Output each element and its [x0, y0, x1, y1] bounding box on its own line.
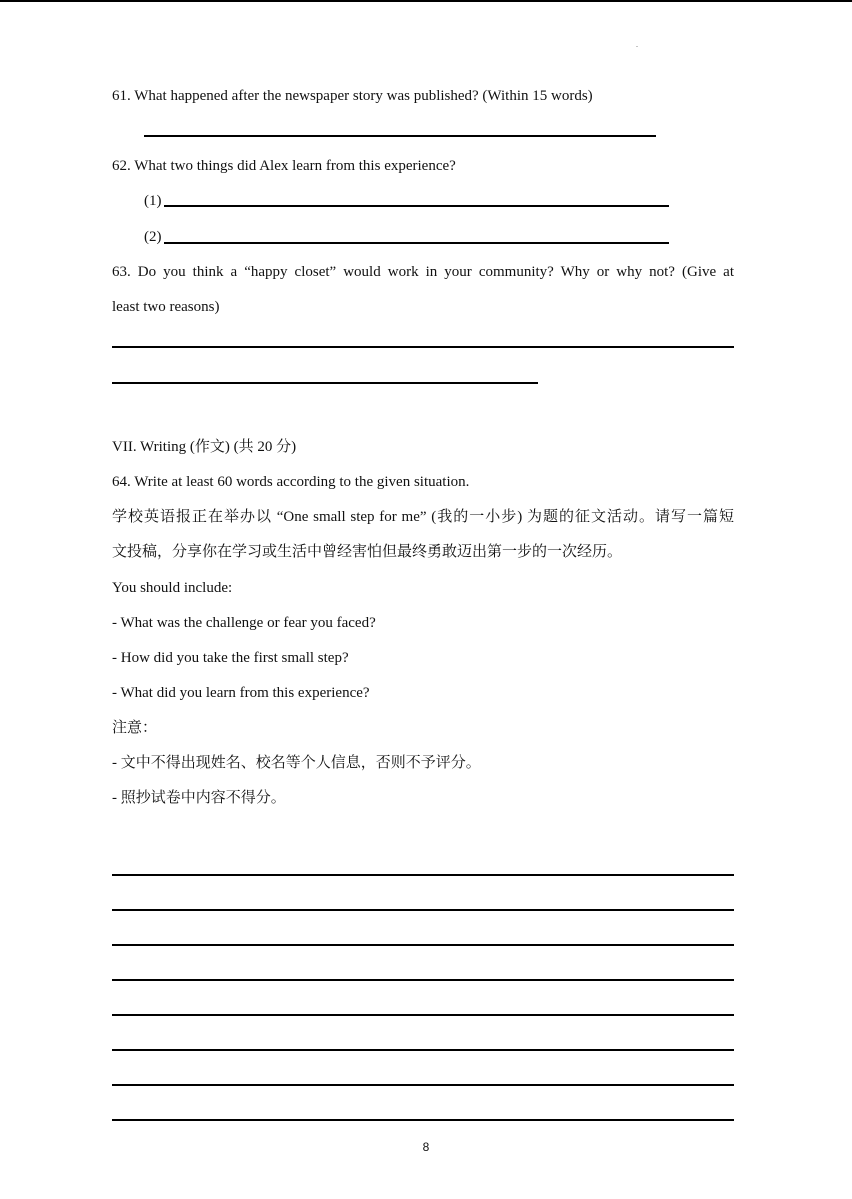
writing-line-6[interactable]	[112, 1049, 734, 1051]
question-63-line-2: least two reasons)	[112, 299, 220, 315]
include-heading: You should include:	[112, 580, 233, 596]
note-2: - 照抄试卷中内容不得分。	[112, 790, 286, 806]
answer-line-61[interactable]	[144, 135, 656, 137]
question-63-line-1: 63. Do you think a “happy closet” would work in your community? Why or why not? (Give at	[112, 264, 734, 280]
writing-line-2[interactable]	[112, 909, 734, 911]
answer-line-63-1[interactable]	[112, 346, 734, 348]
writing-line-3[interactable]	[112, 944, 734, 946]
note-1: - 文中不得出现姓名、校名等个人信息，否则不予评分。	[112, 755, 481, 771]
notes-heading: 注意：	[112, 720, 158, 736]
section-heading-writing: VII. Writing (作文) (共 20 分)	[112, 439, 297, 455]
question-62: 62. What two things did Alex learn from this experience?	[112, 158, 456, 174]
writing-line-4[interactable]	[112, 979, 734, 981]
question-64: 64. Write at least 60 words according to the given situation.	[112, 474, 470, 490]
page-top-border	[0, 0, 852, 2]
include-bullet-3: - What did you learn from this experience?	[112, 685, 370, 701]
writing-line-8[interactable]	[112, 1119, 734, 1121]
question-61: 61. What happened after the newspaper story was published? (Within 15 words)	[112, 88, 593, 104]
writing-line-7[interactable]	[112, 1084, 734, 1086]
writing-line-1[interactable]	[112, 874, 734, 876]
writing-line-5[interactable]	[112, 1014, 734, 1016]
writing-prompt-line-1: 学校英语报正在举办以 “One small step for me” (我的一小步) 为题的征文活动。请写一篇短	[112, 509, 734, 525]
include-bullet-2: - How did you take the first small step?	[112, 650, 349, 666]
blank-label-1: (1)	[144, 193, 162, 209]
page-number: 8	[422, 1140, 430, 1154]
blank-label-2: (2)	[144, 229, 162, 245]
answer-line-62-2[interactable]	[164, 242, 669, 244]
answer-line-63-2[interactable]	[112, 382, 538, 384]
page-mark: .	[636, 40, 638, 49]
include-bullet-1: - What was the challenge or fear you faced?	[112, 615, 376, 631]
writing-prompt-line-2: 文投稿，分享你在学习或生活中曾经害怕但最终勇敢迈出第一步的一次经历。	[112, 544, 623, 560]
answer-line-62-1[interactable]	[164, 205, 669, 207]
